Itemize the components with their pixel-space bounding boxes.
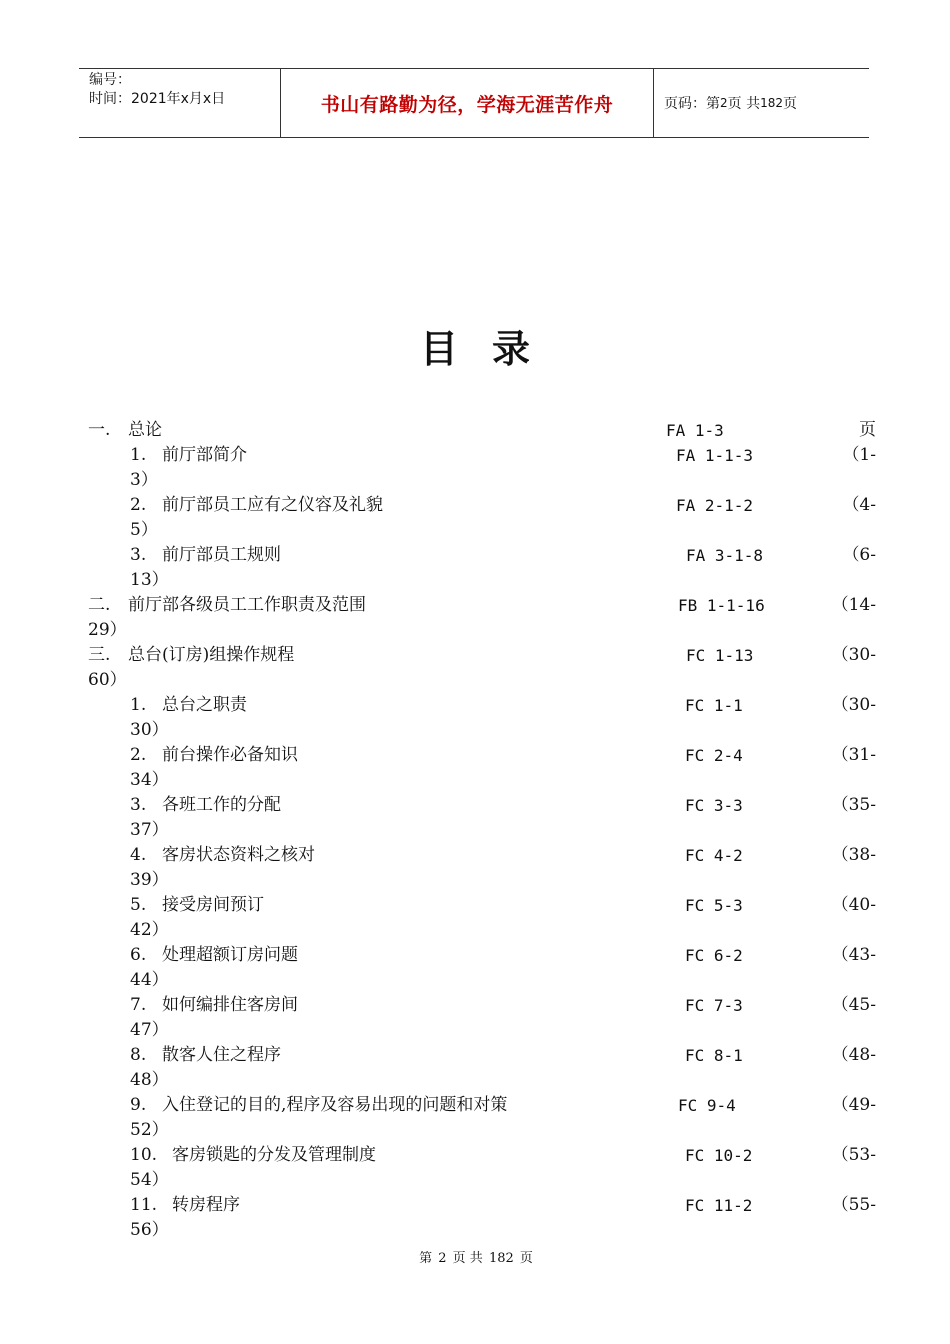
- toc-entry-code: FA 1-1-3: [676, 446, 754, 465]
- toc-entry-page-range-end: 48）: [130, 1070, 169, 1090]
- table-of-contents: [0, 418, 950, 1243]
- toc-entry-code: FB 1-1-16: [678, 596, 765, 615]
- toc-entry-title: 前厅部简介: [162, 445, 247, 465]
- toc-entry-title: 处理超额订房问题: [162, 945, 298, 965]
- footer-mid: 页 共: [452, 1251, 483, 1266]
- footer-total-pages: 182: [488, 1251, 514, 1266]
- document-number-label: 编号：: [89, 72, 131, 88]
- toc-entry-page-range-start: （40-: [831, 895, 876, 915]
- toc-entry-page-range-end: 3）: [130, 470, 158, 490]
- header-page-total: 182: [760, 96, 783, 110]
- toc-entry-page-range-end: 52）: [130, 1120, 169, 1140]
- toc-entry-title: 客房锁匙的分发及管理制度: [172, 1145, 376, 1165]
- toc-entry-number: 3.: [130, 795, 147, 815]
- toc-entry-page-range-start: （14-: [831, 595, 876, 615]
- toc-entry-code: FC 7-3: [685, 996, 743, 1015]
- toc-entry-number: 2.: [130, 495, 147, 515]
- toc-entry-number: 10.: [130, 1145, 158, 1165]
- header-page-mid: 页 共: [727, 96, 761, 112]
- toc-entry-title: 前厅部员工规则: [162, 545, 281, 565]
- header-page-current: 2: [720, 96, 728, 110]
- toc-entry-page-range-start: （48-: [831, 1045, 876, 1065]
- toc-entry-page-range-end: 56）: [130, 1220, 169, 1240]
- toc-entry-title: 各班工作的分配: [162, 795, 281, 815]
- toc-entry-page-range-start: （4-: [842, 495, 876, 515]
- toc-entry: [0, 1143, 950, 1193]
- toc-entry-page-range-start: （31-: [831, 745, 876, 765]
- toc-entry-code: FA 1-3: [666, 421, 724, 440]
- header-page-prefix: 页码：第: [664, 96, 720, 112]
- footer-current-page: 2: [438, 1251, 447, 1266]
- header-motto: 书山有路勤为径，学海无涯苦作舟: [320, 93, 614, 116]
- toc-entry-title: 转房程序: [172, 1195, 240, 1215]
- document-date: 时间：2021年x月x日: [89, 91, 226, 107]
- toc-entry-code: FC 1-13: [686, 646, 754, 665]
- toc-entry-page-range-start: （38-: [831, 845, 876, 865]
- toc-entry-page-range-end: 29）: [88, 620, 127, 640]
- toc-entry-number: 一.: [88, 420, 111, 440]
- toc-entry: [0, 793, 950, 843]
- toc-entry-number: 4.: [130, 845, 147, 865]
- toc-entry-title: 前厅部各级员工工作职责及范围: [128, 595, 366, 615]
- toc-entry-page-range-end: 47）: [130, 1020, 169, 1040]
- toc-entry-page-range-end: 30）: [130, 720, 169, 740]
- toc-entry: [0, 1093, 950, 1143]
- toc-entry: [0, 743, 950, 793]
- toc-entry-page-range-start: （53-: [831, 1145, 876, 1165]
- toc-entry-title: 接受房间预订: [162, 895, 264, 915]
- toc-entry-number: 2.: [130, 745, 147, 765]
- toc-entry-page-range-start: （45-: [831, 995, 876, 1015]
- toc-entry-code: FC 1-1: [685, 696, 743, 715]
- toc-entry-page-range-start: （30-: [831, 695, 876, 715]
- toc-entry-number: 三.: [88, 645, 111, 665]
- toc-entry: [0, 843, 950, 893]
- toc-entry-code: FC 10-2: [685, 1146, 753, 1165]
- toc-entry: [0, 418, 950, 443]
- page-footer: [0, 1247, 950, 1266]
- toc-entry-page-range-end: 42）: [130, 920, 169, 940]
- toc-entry-code: FC 11-2: [685, 1196, 753, 1215]
- toc-entry: [0, 1043, 950, 1093]
- toc-entry-page-range-start: （6-: [842, 545, 876, 565]
- toc-entry-code: FC 4-2: [685, 846, 743, 865]
- toc-entry: [0, 993, 950, 1043]
- toc-entry: [0, 943, 950, 993]
- toc-entry-page-range-end: 13）: [130, 570, 169, 590]
- page-header: [79, 68, 869, 138]
- toc-entry-title: 客房状态资料之核对: [162, 845, 315, 865]
- toc-entry-code: FC 8-1: [685, 1046, 743, 1065]
- toc-entry-title: 总台(订房)组操作规程: [128, 645, 295, 665]
- toc-entry: [0, 643, 950, 693]
- toc-entry-title: 散客人住之程序: [162, 1045, 281, 1065]
- toc-entry-title: 总台之职责: [162, 695, 247, 715]
- toc-entry-number: 1.: [130, 445, 147, 465]
- toc-entry-page-range-start: （49-: [831, 1095, 876, 1115]
- toc-entry-code: FC 5-3: [685, 896, 743, 915]
- toc-entry-page-range-end: 37）: [130, 820, 169, 840]
- toc-entry-page-range-start: （35-: [831, 795, 876, 815]
- toc-entry-code: FC 6-2: [685, 946, 743, 965]
- toc-entry-title: 入住登记的目的,程序及容易出现的问题和对策: [162, 1095, 508, 1115]
- toc-entry-number: 二.: [88, 595, 111, 615]
- toc-entry-number: 8.: [130, 1045, 147, 1065]
- header-page-info: [654, 69, 869, 137]
- toc-entry: [0, 543, 950, 593]
- toc-entry-page-range-end: 54）: [130, 1170, 169, 1190]
- header-page-suffix: 页: [783, 96, 797, 112]
- toc-entry-page-range-end: 5）: [130, 520, 158, 540]
- toc-entry-page-range-start: （43-: [831, 945, 876, 965]
- toc-entry-title: 前厅部员工应有之仪容及礼貌: [162, 495, 383, 515]
- toc-entry-code: FA 3-1-8: [686, 546, 764, 565]
- toc-entry-page-range-start: （55-: [831, 1195, 876, 1215]
- toc-entry-page-range-end: 60）: [88, 670, 127, 690]
- toc-entry: [0, 593, 950, 643]
- toc-entry-page-range-end: 44）: [130, 970, 169, 990]
- toc-entry-number: 6.: [130, 945, 147, 965]
- toc-entry-number: 3.: [130, 545, 147, 565]
- toc-entry-page-range-end: 39）: [130, 870, 169, 890]
- toc-entry-number: 9.: [130, 1095, 147, 1115]
- toc-entry-page-range-start: （30-: [831, 645, 876, 665]
- toc-entry-number: 7.: [130, 995, 147, 1015]
- toc-entry: [0, 893, 950, 943]
- header-meta: [79, 69, 281, 137]
- header-motto-cell: [281, 69, 654, 137]
- toc-entry-code: FC 9-4: [678, 1096, 736, 1115]
- toc-entry-title: 如何编排住客房间: [162, 995, 298, 1015]
- toc-entry-number: 5.: [130, 895, 147, 915]
- toc-entry-code: FC 3-3: [685, 796, 743, 815]
- toc-entry-page-range-start: （1-: [842, 445, 876, 465]
- toc-entry-number: 11.: [130, 1195, 158, 1215]
- toc-entry-code: FC 2-4: [685, 746, 743, 765]
- toc-entry-title: 总论: [128, 420, 162, 440]
- footer-prefix: 第: [419, 1251, 433, 1266]
- toc-entry: [0, 443, 950, 493]
- toc-entry-page-range-start: 页: [859, 420, 876, 440]
- toc-entry: [0, 493, 950, 543]
- toc-entry-title: 前台操作必备知识: [162, 745, 298, 765]
- toc-entry-number: 1.: [130, 695, 147, 715]
- page-title: 目录: [419, 327, 564, 371]
- footer-suffix: 页: [519, 1251, 533, 1266]
- toc-entry-code: FA 2-1-2: [676, 496, 754, 515]
- toc-entry-page-range-end: 34）: [130, 770, 169, 790]
- toc-entry: [0, 693, 950, 743]
- toc-entry: [0, 1193, 950, 1243]
